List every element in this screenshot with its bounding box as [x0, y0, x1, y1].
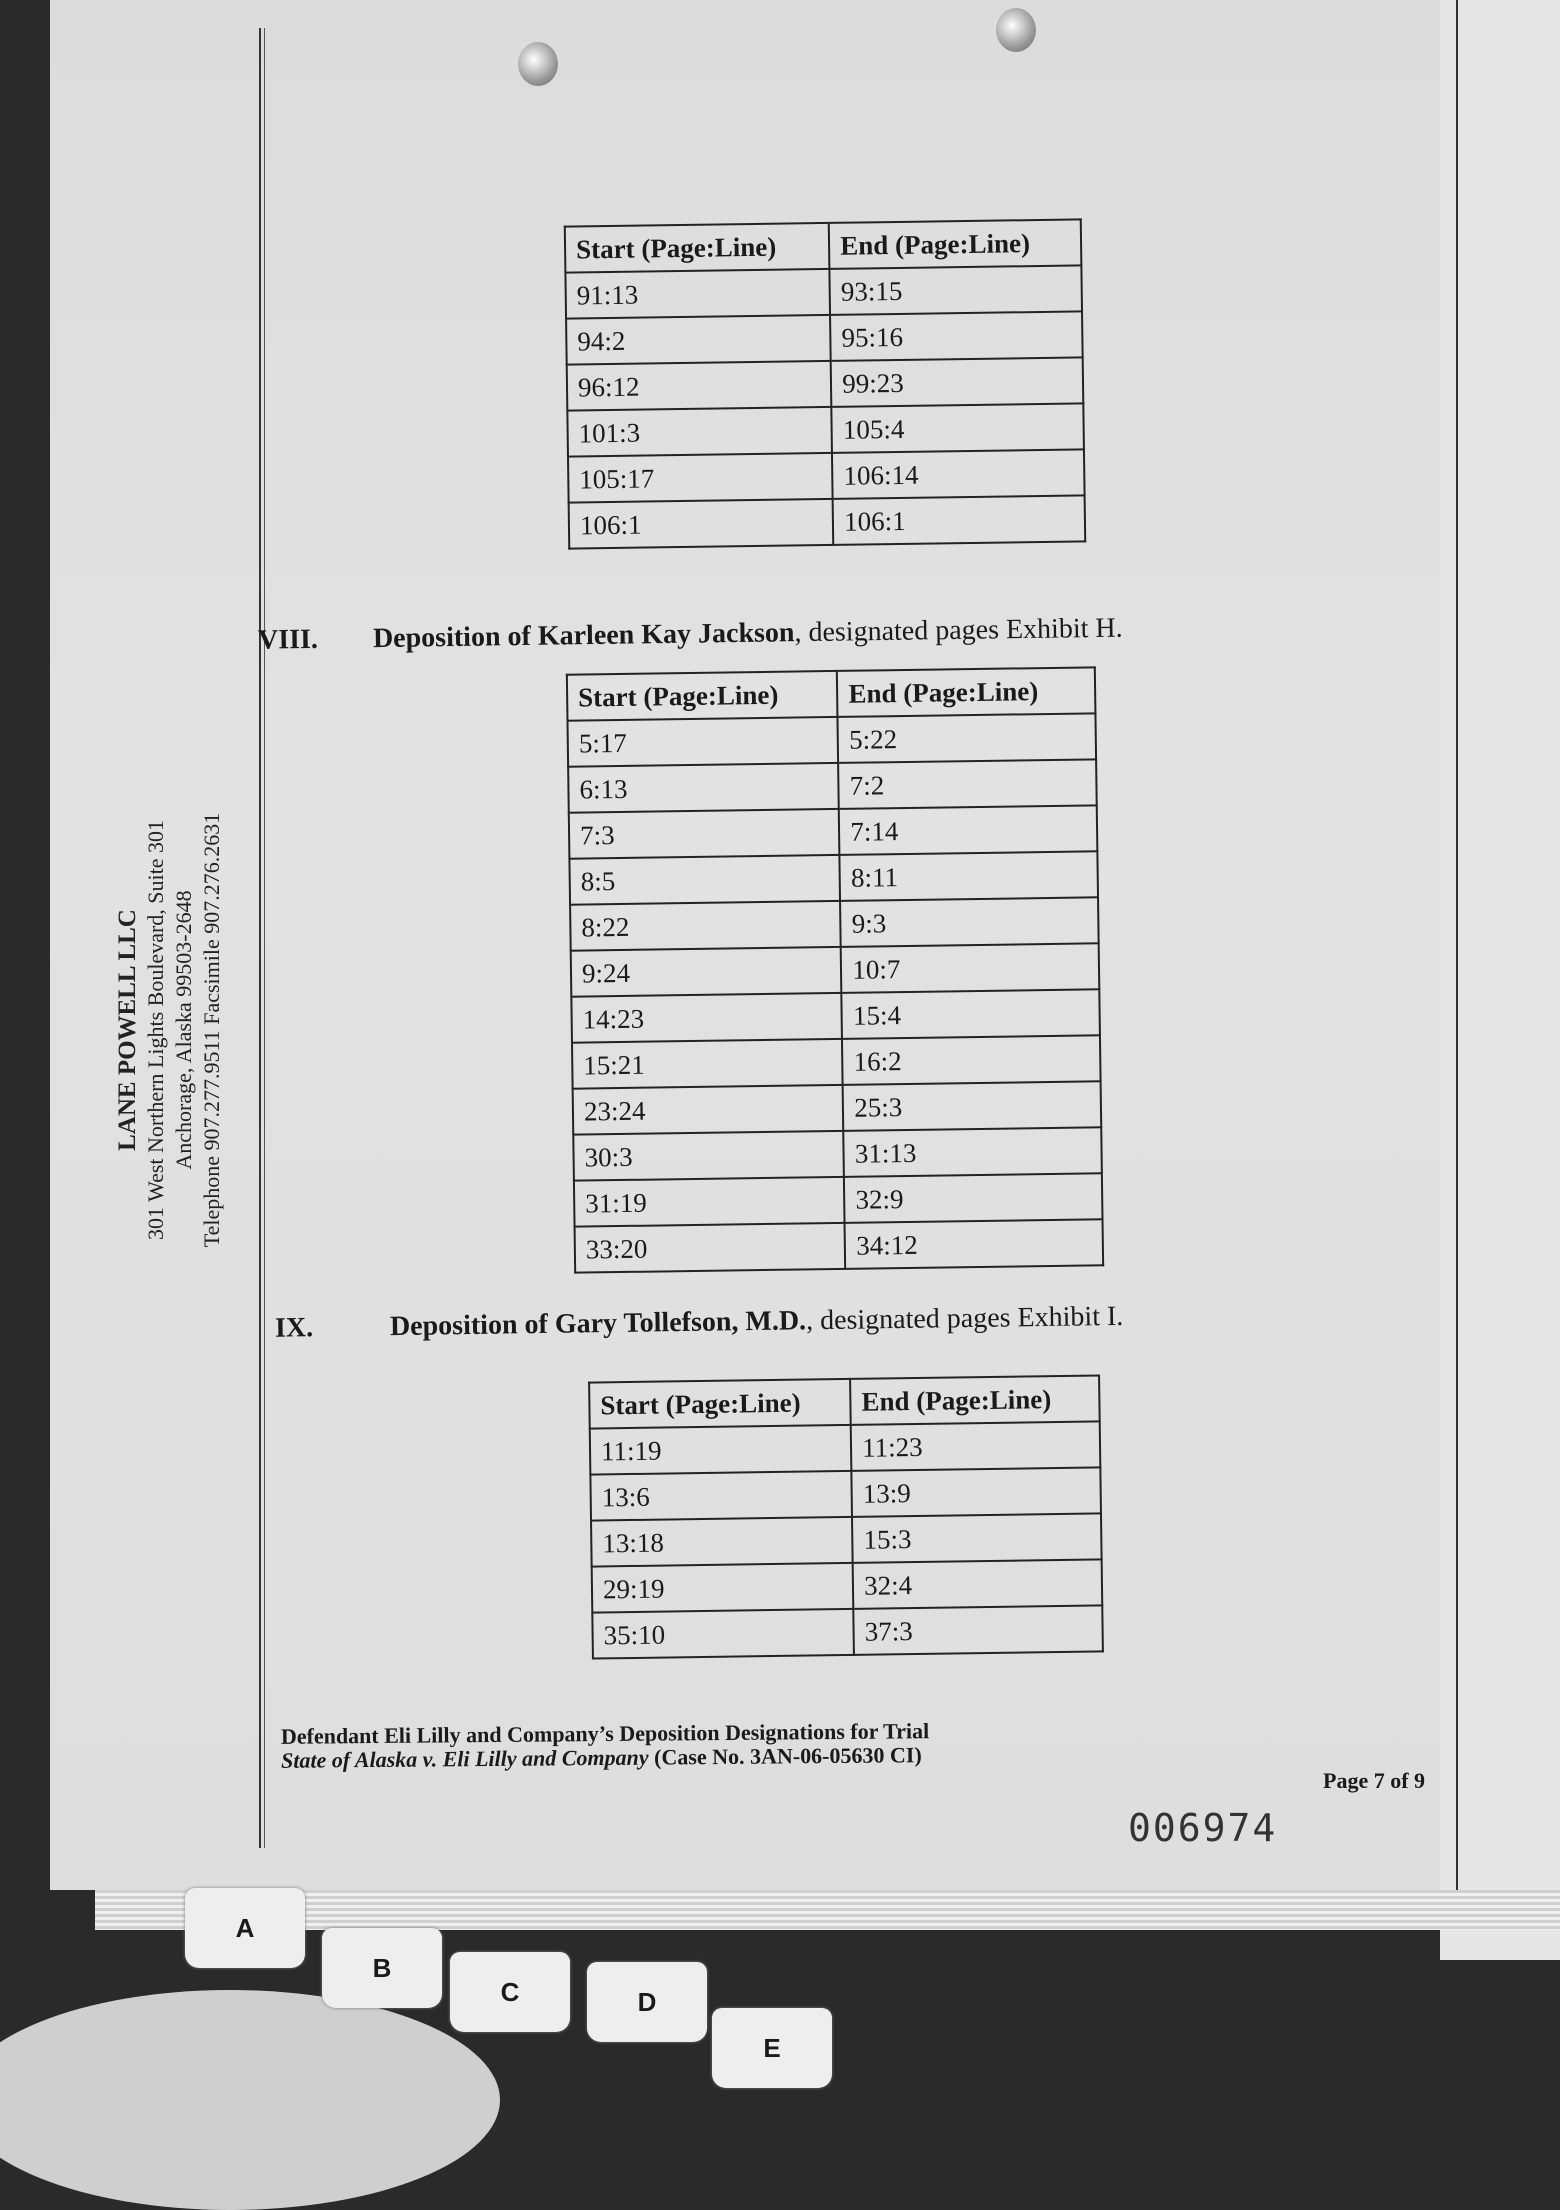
start-cell: 33:20 [575, 1223, 846, 1273]
end-cell: 15:4 [842, 989, 1100, 1039]
desk-object [0, 1990, 500, 2210]
table-row [573, 1081, 1102, 1134]
table-row [591, 1513, 1102, 1566]
start-cell: 106:1 [569, 499, 834, 549]
section-title: Deposition of Karleen Kay Jackson [372, 617, 795, 655]
start-cell: 94:2 [566, 315, 831, 365]
adjacent-page [1440, 0, 1560, 1960]
end-cell: 8:11 [840, 851, 1098, 901]
table-row [573, 1127, 1102, 1180]
end-cell: 32:4 [853, 1559, 1102, 1608]
end-cell: 15:3 [852, 1513, 1101, 1562]
footer-title: Defendant Eli Lilly and Company’s Deposition Designations for Trial [280, 1718, 930, 1749]
punch-hole [996, 8, 1036, 52]
left-margin-rule [259, 28, 265, 1848]
right-margin-line [1456, 0, 1458, 1890]
start-cell: 23:24 [573, 1085, 844, 1135]
table-row [575, 1219, 1104, 1272]
designation-table-3 [588, 1374, 1104, 1659]
firm-address-1: 301 West Northern Lights Boulevard, Suite 301 [143, 819, 168, 1241]
start-cell: 8:5 [569, 855, 840, 905]
table-row [569, 805, 1098, 858]
table-row [566, 311, 1083, 364]
end-cell: 16:2 [842, 1035, 1100, 1085]
firm-address-2: Anchorage, Alaska 99503-2648 [171, 890, 196, 1170]
start-cell: 5:17 [567, 717, 838, 767]
table-row [590, 1421, 1101, 1474]
end-cell: 7:2 [838, 759, 1096, 809]
case-number: (Case No. 3AN-06-05630 CI) [648, 1742, 922, 1770]
end-cell: 32:9 [844, 1173, 1102, 1223]
column-header: End (Page:Line) [837, 667, 1095, 717]
index-tab-d[interactable] [587, 1962, 707, 2042]
table-row [592, 1559, 1103, 1612]
start-cell: 35:10 [592, 1609, 854, 1659]
tab-label: D [637, 1987, 657, 2017]
end-cell: 31:13 [844, 1127, 1102, 1177]
end-cell: 37:3 [853, 1605, 1102, 1654]
table-row [567, 403, 1084, 456]
table-row [567, 713, 1096, 766]
table-row [570, 897, 1099, 950]
column-header: End (Page:Line) [829, 219, 1081, 269]
end-cell: 10:7 [841, 943, 1099, 993]
table-row [567, 357, 1084, 410]
start-cell: 96:12 [567, 361, 832, 411]
section-number: IX. [274, 1312, 314, 1344]
start-cell: 105:17 [568, 453, 833, 503]
start-cell: 29:19 [592, 1563, 854, 1613]
tab-label: E [763, 2033, 781, 2063]
end-cell: 11:23 [851, 1421, 1100, 1470]
table-row [568, 449, 1085, 502]
table-row [590, 1467, 1101, 1520]
end-cell: 106:14 [832, 449, 1084, 499]
table-row [568, 759, 1097, 812]
start-cell: 7:3 [569, 809, 840, 859]
index-tab-b[interactable] [322, 1928, 442, 2008]
section-suffix: , designated pages Exhibit H. [794, 612, 1123, 649]
index-tab-c[interactable] [450, 1952, 570, 2032]
start-cell: 6:13 [568, 763, 839, 813]
column-header: End (Page:Line) [850, 1375, 1099, 1424]
end-cell: 106:1 [833, 495, 1085, 545]
firm-name: LANE POWELL LLC [114, 909, 141, 1151]
page-stack-edge [95, 1890, 1560, 1930]
start-cell: 91:13 [565, 269, 830, 319]
bates-number: 006974 [1128, 1806, 1278, 1850]
end-cell: 25:3 [843, 1081, 1101, 1131]
table-header-row [565, 219, 1082, 272]
start-cell: 30:3 [573, 1131, 844, 1181]
start-cell: 31:19 [574, 1177, 845, 1227]
punch-hole [518, 42, 558, 86]
end-cell: 99:23 [831, 357, 1083, 407]
page-number: Page 7 of 9 [1323, 1768, 1426, 1793]
end-cell: 95:16 [830, 311, 1082, 361]
start-cell: 9:24 [571, 947, 842, 997]
firm-letterhead [114, 813, 226, 1248]
table-row [592, 1605, 1103, 1658]
table-row [571, 989, 1100, 1042]
table-header-row [589, 1375, 1100, 1428]
tab-label: B [372, 1953, 392, 1983]
column-header: Start (Page:Line) [567, 671, 838, 721]
start-cell: 15:21 [572, 1039, 843, 1089]
index-tab-a[interactable] [185, 1888, 305, 1968]
table-row [569, 495, 1086, 548]
index-tab-e[interactable] [712, 2008, 832, 2088]
end-cell: 7:14 [839, 805, 1097, 855]
firm-phone: Telephone 907.277.9511 Facsimile 907.276.2631 [199, 812, 224, 1248]
column-header: Start (Page:Line) [589, 1379, 851, 1429]
start-cell: 8:22 [570, 901, 841, 951]
start-cell: 13:18 [591, 1517, 853, 1567]
end-cell: 5:22 [838, 713, 1096, 763]
section-number: VIII. [257, 623, 319, 656]
table-row [569, 851, 1098, 904]
start-cell: 11:19 [590, 1425, 852, 1475]
tab-label: A [235, 1913, 255, 1943]
start-cell: 14:23 [571, 993, 842, 1043]
end-cell: 13:9 [851, 1467, 1100, 1516]
end-cell: 9:3 [840, 897, 1098, 947]
designation-table-2 [566, 666, 1104, 1273]
column-header: Start (Page:Line) [565, 223, 830, 273]
case-caption: State of Alaska v. Eli Lilly and Company [281, 1744, 649, 1773]
table-row [571, 943, 1100, 996]
section-suffix: , designated pages Exhibit I. [805, 1300, 1124, 1337]
end-cell: 105:4 [832, 403, 1084, 453]
start-cell: 101:3 [567, 407, 832, 457]
table-row [574, 1173, 1103, 1226]
table-row [565, 265, 1082, 318]
start-cell: 13:6 [590, 1471, 852, 1521]
end-cell: 34:12 [845, 1219, 1103, 1269]
designation-table-1 [564, 218, 1086, 549]
document-footer [281, 1719, 930, 1773]
section-title: Deposition of Gary Tollefson, M.D. [389, 1305, 807, 1343]
table-header-row [567, 667, 1096, 720]
table-row [572, 1035, 1101, 1088]
end-cell: 93:15 [830, 265, 1082, 315]
tab-label: C [500, 1977, 520, 2007]
